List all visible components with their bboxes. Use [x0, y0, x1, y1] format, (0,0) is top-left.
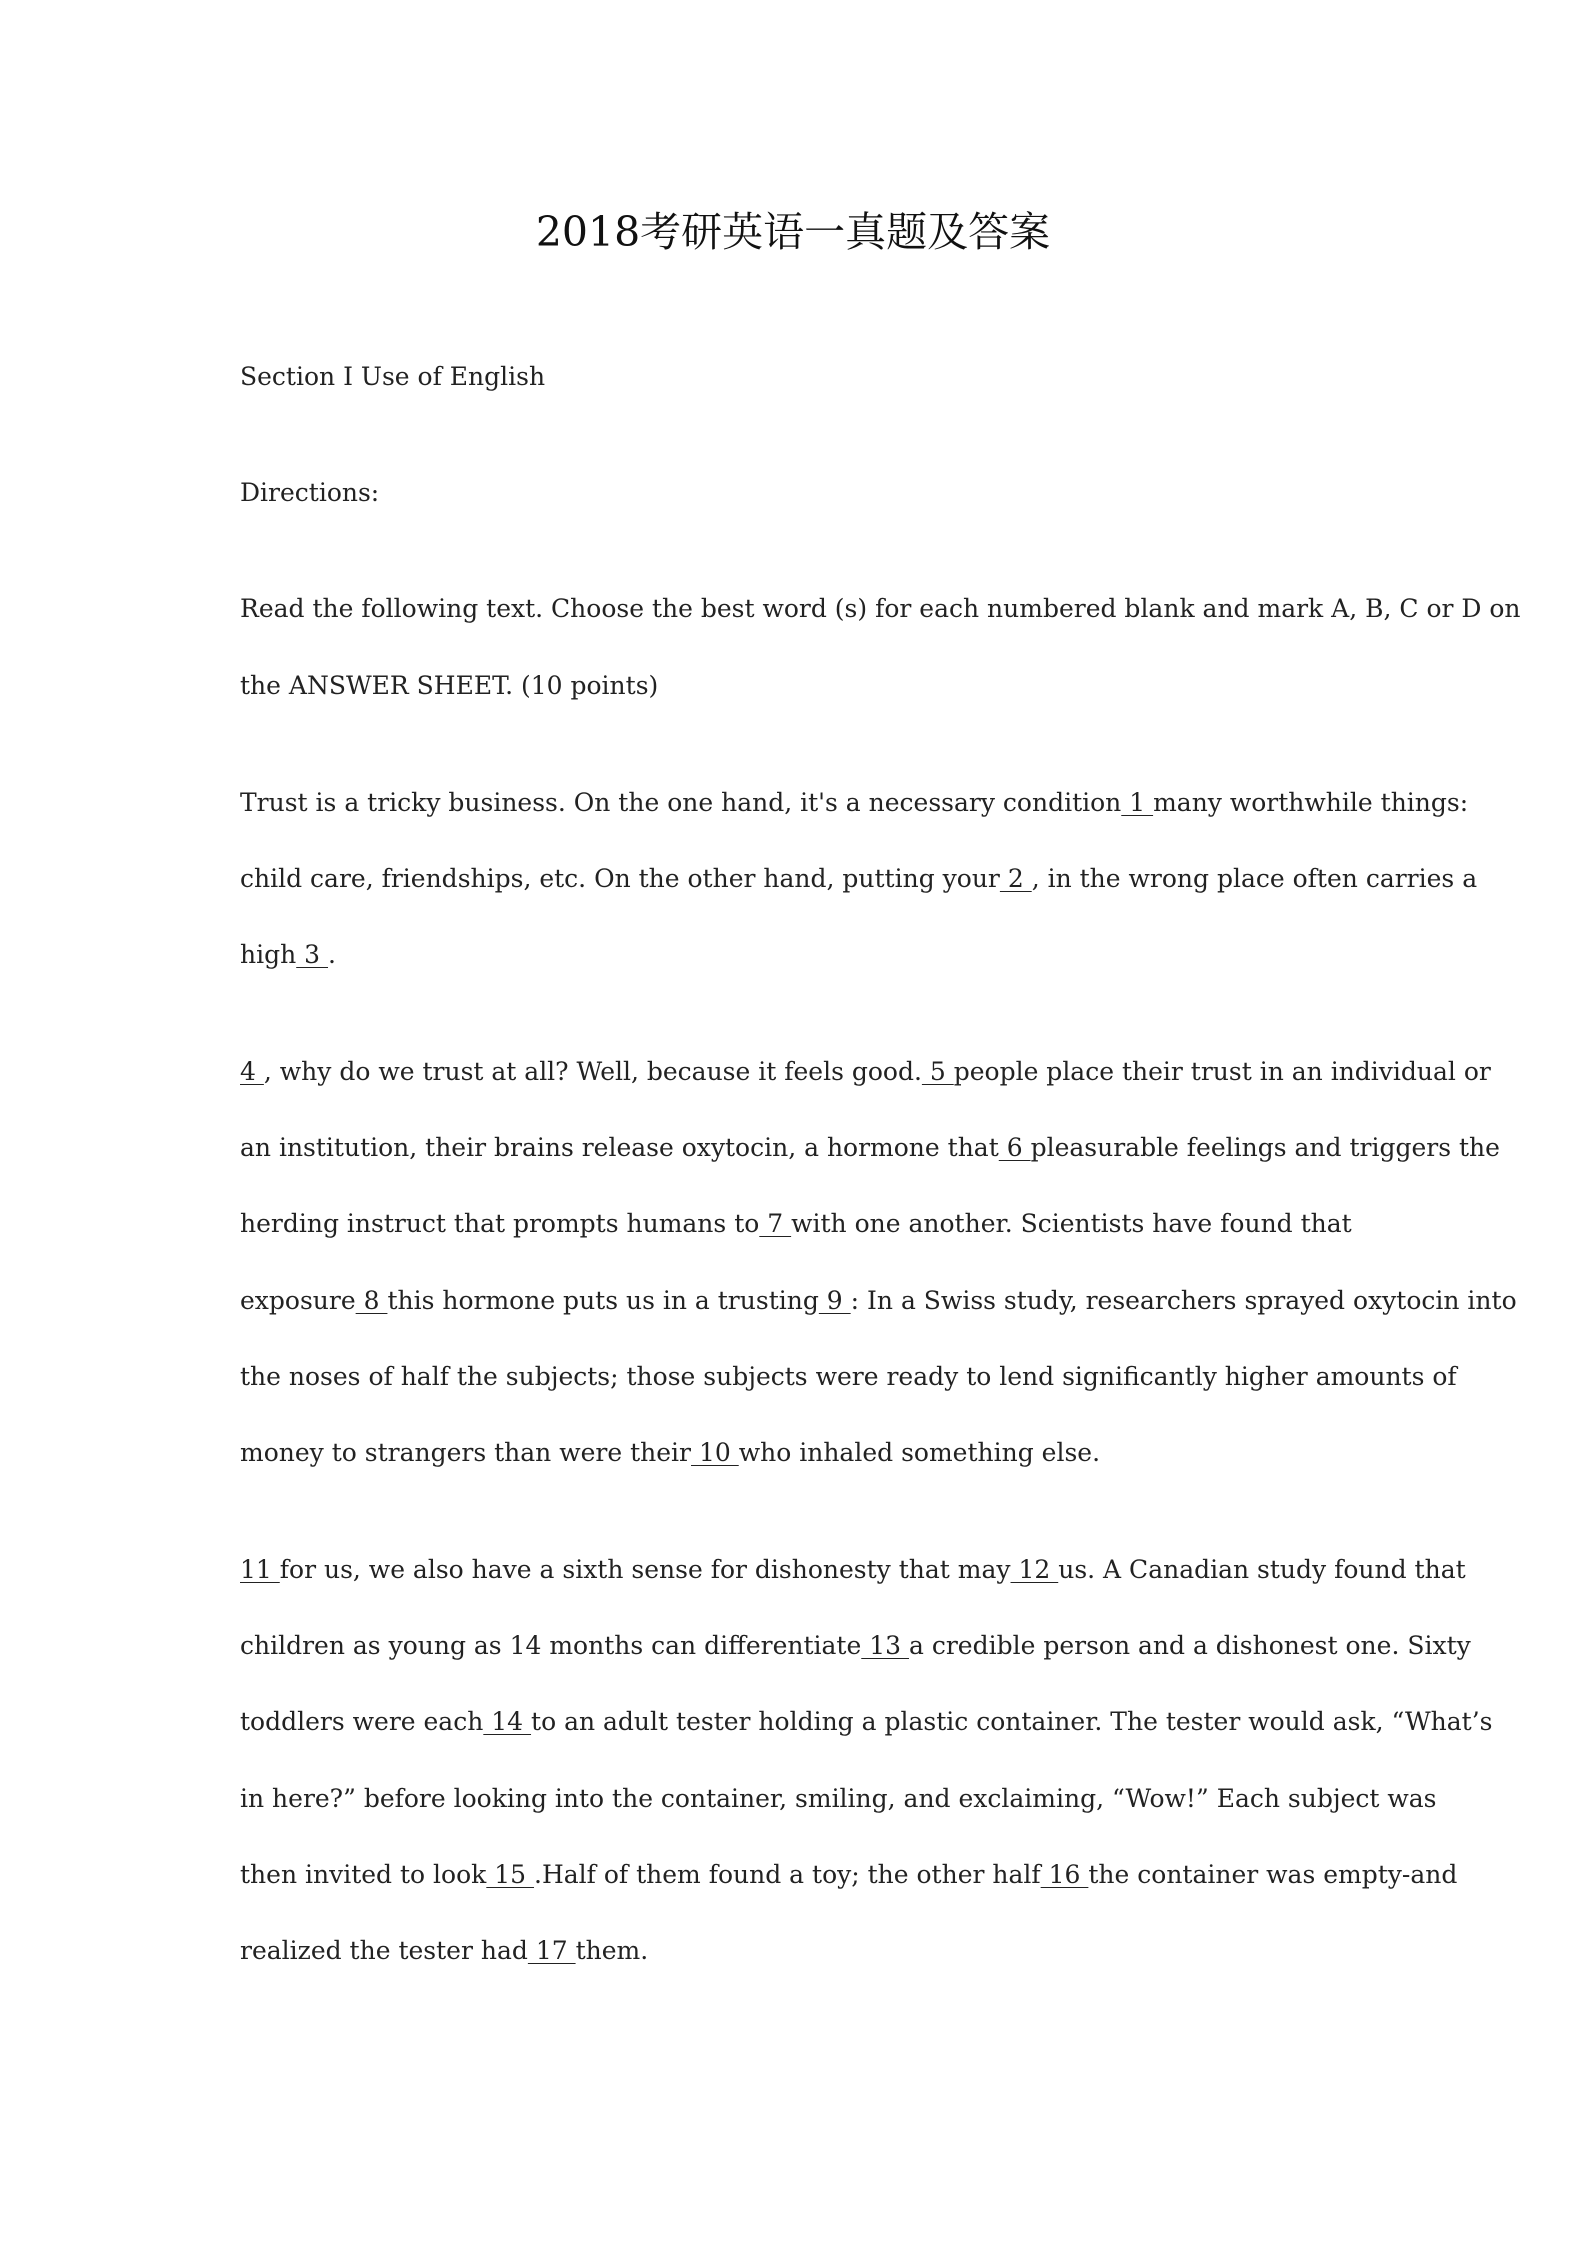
- directions-line-1: Read the following text. Choose the best word (s) for each numbered blank and mark A, B, C or D on: [240, 594, 1521, 623]
- text-segment: .Half of them found a toy; the other half: [534, 1860, 1041, 1889]
- paragraph-3-line-4: in here?” before looking into the container, smiling, and exclaiming, “Wow!” Each subject was: [240, 1784, 1437, 1813]
- text-segment: them.: [575, 1936, 649, 1965]
- blank-1: 1: [1121, 788, 1154, 817]
- text-segment: pleasurable feelings and triggers the: [1030, 1133, 1500, 1162]
- paragraph-1-line-2: [240, 862, 1477, 896]
- paragraph-2-line-5: the noses of half the subjects; those subjects were ready to lend significantly higher amounts of: [240, 1362, 1457, 1391]
- blank-8: 8: [355, 1286, 388, 1315]
- text-segment: for us, we also have a sixth sense for dishonesty that may: [279, 1555, 1011, 1584]
- text-segment: this hormone puts us in a trusting: [387, 1286, 819, 1315]
- text-segment: : In a Swiss study, researchers sprayed oxytocin into: [850, 1286, 1517, 1315]
- paragraph-2-line-3: [240, 1207, 1352, 1241]
- text-segment: many worthwhile things:: [1153, 788, 1469, 817]
- text-segment: who inhaled something else.: [738, 1438, 1101, 1467]
- text-segment: children as young as 14 months can differentiate: [240, 1631, 862, 1660]
- text-segment: child care, friendships, etc. On the other hand, putting your: [240, 864, 1000, 893]
- blank-17: 17: [527, 1936, 576, 1965]
- blank-12: 12: [1010, 1555, 1059, 1584]
- paragraph-3-line-2: [240, 1629, 1471, 1663]
- paragraph-2-line-4: [240, 1284, 1517, 1318]
- text-segment: an institution, their brains release oxytocin, a hormone that: [240, 1133, 999, 1162]
- text-segment: , why do we trust at all? Well, because it feels good.: [263, 1057, 922, 1086]
- blank-5: 5: [921, 1057, 954, 1086]
- text-segment: us. A Canadian study found that: [1058, 1555, 1466, 1584]
- blank-2: 2: [999, 864, 1032, 893]
- paragraph-2-line-1: [240, 1055, 1491, 1089]
- paragraph-3-line-5: [240, 1858, 1457, 1892]
- directions-line-2: the ANSWER SHEET. (10 points): [240, 671, 659, 700]
- text-segment: herding instruct that prompts humans to: [240, 1209, 760, 1238]
- blank-10: 10: [691, 1438, 739, 1467]
- text-segment: with one another. Scientists have found that: [791, 1209, 1352, 1238]
- page-title: 2018考研英语一真题及答案: [535, 208, 1051, 256]
- text-segment: money to strangers than were their: [240, 1438, 692, 1467]
- paragraph-3-line-6: [240, 1934, 648, 1968]
- paragraph-1-line-1: [240, 786, 1468, 820]
- blank-15: 15: [486, 1860, 535, 1889]
- blank-7: 7: [759, 1209, 792, 1238]
- directions-label: Directions:: [240, 478, 380, 507]
- section-heading: Section I Use of English: [240, 362, 546, 391]
- text-segment: high: [240, 940, 297, 969]
- blank-3: 3: [296, 940, 329, 969]
- blank-9: 9: [818, 1286, 851, 1315]
- blank-6: 6: [998, 1133, 1031, 1162]
- text-segment: then invited to look: [240, 1860, 487, 1889]
- blank-11: 11: [240, 1555, 280, 1584]
- text-segment: , in the wrong place often carries a: [1031, 864, 1478, 893]
- paragraph-3-line-3: [240, 1705, 1493, 1739]
- text-segment: .: [328, 940, 336, 969]
- paragraph-2-line-6: [240, 1436, 1100, 1470]
- paragraph-3-line-1: [240, 1553, 1466, 1587]
- blank-13: 13: [861, 1631, 909, 1660]
- text-segment: realized the tester had: [240, 1936, 528, 1965]
- text-segment: toddlers were each: [240, 1707, 484, 1736]
- paragraph-2-line-2: [240, 1131, 1500, 1165]
- blank-14: 14: [483, 1707, 532, 1736]
- text-segment: the container was empty-and: [1088, 1860, 1458, 1889]
- blank-4: 4: [240, 1057, 264, 1086]
- blank-16: 16: [1040, 1860, 1089, 1889]
- text-segment: a credible person and a dishonest one. Sixty: [908, 1631, 1471, 1660]
- text-segment: exposure: [240, 1286, 356, 1315]
- text-segment: to an adult tester holding a plastic container. The tester would ask, “What’s: [531, 1707, 1493, 1736]
- text-segment: Trust is a tricky business. On the one hand, it's a necessary condition: [240, 788, 1122, 817]
- text-segment: people place their trust in an individual or: [953, 1057, 1491, 1086]
- paragraph-1-line-3: [240, 938, 336, 972]
